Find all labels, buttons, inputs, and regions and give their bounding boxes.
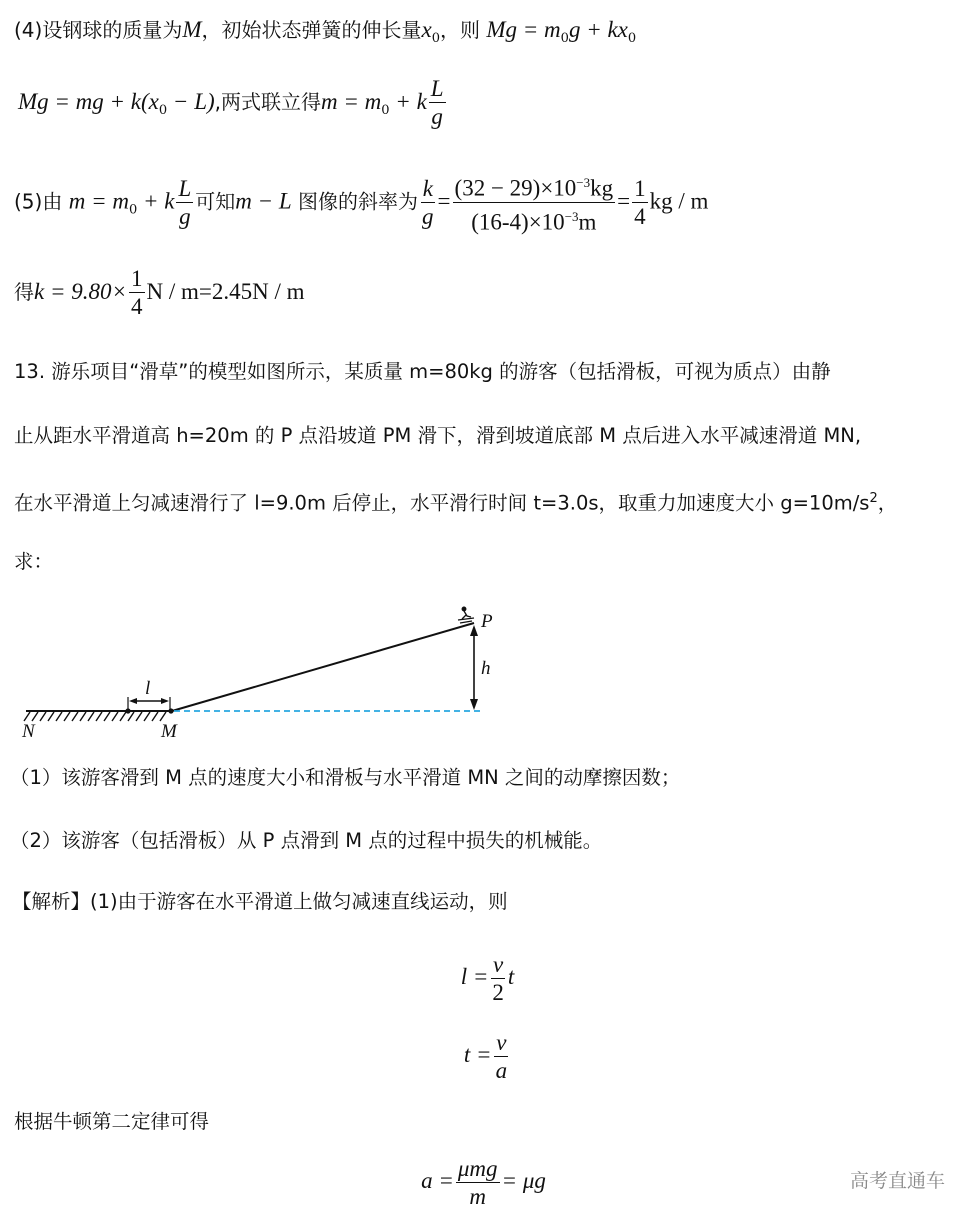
label-P: P xyxy=(481,611,493,632)
arrow-down-head xyxy=(470,699,478,710)
part4-line2: Mg = mg + $k(x_0 - L)$,两式联立得$m = m_0 + k$ $\frac{L}{g}$ xyxy=(18,76,444,129)
equation-l: l = $\frac{v}{2}$ t xyxy=(460,952,515,1005)
problem13-line2: 止从距水平滑道高 h=20m 的 P 点沿坡道 PM 滑下，滑到坡道底部 M 点后进入水平减速滑道 MN, xyxy=(14,424,862,447)
fraction-k-over-g: $\frac{k}{g}$ xyxy=(422,175,434,229)
label-N: N xyxy=(22,721,35,742)
watermark: 高考直通车 xyxy=(849,1170,945,1192)
question-1: （1）该游客滑到 M 点的速度大小和滑板与水平滑道 MN 之间的动摩擦因数； xyxy=(10,766,681,789)
point-M xyxy=(168,708,173,713)
fraction-L-over-g: $\frac{L}{g}$ xyxy=(430,76,444,129)
label-l: l xyxy=(145,678,151,699)
fraction-one-quarter: $\frac{1}{4}$ xyxy=(634,175,646,229)
equation-a: a = $\frac{\text{μmg}}{m}$ = μg xyxy=(421,1156,546,1209)
label-M: M xyxy=(161,721,177,742)
equation-t: t = $\frac{v}{a}$ xyxy=(463,1030,508,1083)
skier-icon xyxy=(458,607,474,623)
newton-law-text: 根据牛顿第二定律可得 xyxy=(14,1110,210,1133)
problem13-line4: 求： xyxy=(14,550,54,573)
problem13-line3: 在水平滑道上匀减速滑行了 l=9.0m 后停止，水平滑行时间 t=3.0s，取重力加速度大小 $g=10m/s^2$， xyxy=(14,491,898,515)
question-2: （2）该游客（包括滑板）从 P 点滑到 M 点的过程中损失的机械能。 xyxy=(10,829,603,852)
fraction-slope-values: $\frac{(32 - 29)\times 10^{-3}kg}{(16-4)\times 10^{-3}m}$ xyxy=(453,170,616,236)
solution-intro: 【解析】(1)由于游客在水平滑道上做匀减速直线运动，则 xyxy=(12,890,508,913)
fraction-L-over-g: $\frac{L}{g}$ xyxy=(178,175,192,229)
part5-line2: 得k = 9.80× $\frac{1}{4}$ N / m=2.45N / m xyxy=(14,266,305,319)
problem13-line1: 13. 游乐项目“滑草”的模型如图所示，某质量 m=80kg 的游客（包括滑板，可视为质点）由静 xyxy=(14,360,831,383)
slope-PM xyxy=(172,623,474,711)
ground-hatching xyxy=(24,712,166,721)
fraction-one-quarter: $\frac{1}{4}$ xyxy=(131,266,143,319)
part5-line1: (5)由 $m = m_0 + k$ $\frac{L}{g}$ 可知m − L 图像的斜率为 $\frac{k}{g}$ = $\frac{(32 - 29)\times 10^{-3}kg}{(16-4)\times 10^{-3}m}$ = $\frac{1}{4}$ kg / m xyxy=(14,170,708,236)
slope-diagram xyxy=(0,600,520,750)
point-l-start xyxy=(125,708,130,713)
label-h: h xyxy=(481,658,491,679)
part4-line1: (4)设钢球的质量为M，初始状态弹簧的伸长量$x_0$，则 $Mg = m_0g + kx_0$ xyxy=(14,17,637,46)
arrow-up-head xyxy=(470,625,478,636)
